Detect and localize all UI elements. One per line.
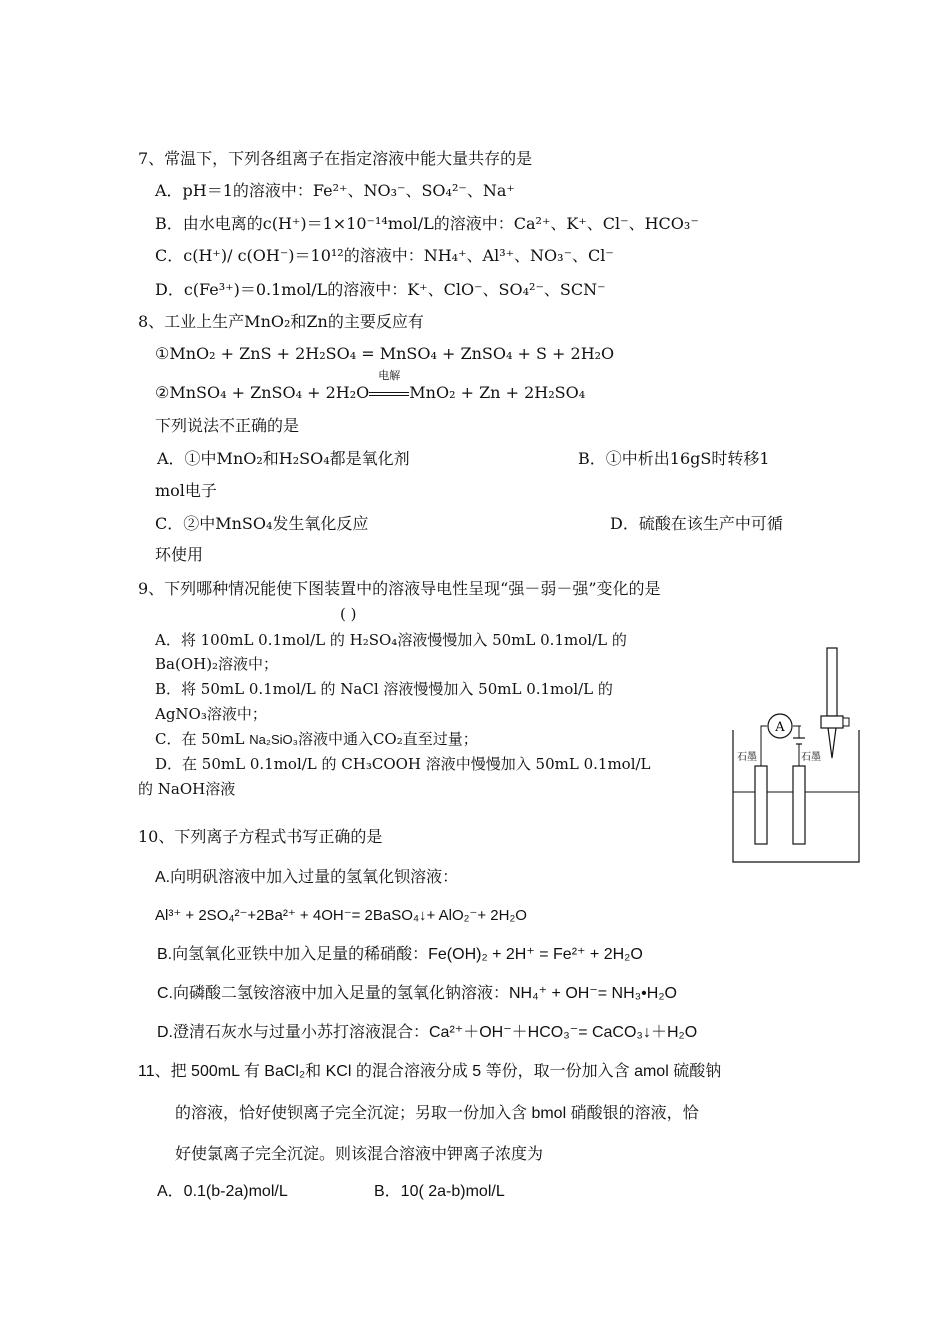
q7-option-c: C．c(H⁺)/ c(OH⁻)＝10¹²的溶液中：NH₄⁺、Al³⁺、NO₃⁻、Cl⁻	[155, 246, 614, 265]
q7-option-b: B．由水电离的c(H⁺)＝1×10⁻¹⁴mol/L的溶液中：Ca²⁺、K⁺、Cl⁻、HCO₃⁻	[155, 214, 699, 233]
q9-option-c	[155, 729, 478, 750]
q8-option-b-cont: mol电子	[155, 481, 217, 500]
q8-option-d: D．硫酸在该生产中可循	[610, 514, 783, 533]
q8-reaction-2-right: MnO₂ + Zn + 2H₂SO₄	[409, 383, 586, 402]
q10-stem: 10、下列离子方程式书写正确的是	[138, 827, 383, 846]
q10-option-d: D.澄清石灰水与过量小苏打溶液混合：Ca²⁺＋OH⁻＋HCO₃⁻= CaCO₃↓＋H₂O	[157, 1024, 698, 1041]
q8-prompt: 下列说法不正确的是	[155, 416, 300, 435]
ammeter-label: A	[775, 720, 785, 735]
q9-option-d: D．在 50mL 0.1mol/L 的 CH₃COOH 溶液中慢慢加入 50mL 0.1mol/L	[155, 755, 651, 773]
electrolysis-label: 电解	[378, 369, 401, 382]
q8-option-b: B．①中析出16gS时转移1	[578, 449, 770, 468]
q11-option-a: A．0.1(b-2a)mol/L	[157, 1183, 288, 1200]
q8-option-d-cont: 环使用	[155, 545, 204, 564]
q10-option-a: A.向明矾溶液中加入过量的氢氧化钡溶液：	[155, 869, 459, 886]
q9-option-c-salt: Na₂SiO₃	[249, 732, 298, 747]
q8-option-c: C．②中MnSO₄发生氧化反应	[155, 514, 369, 533]
q11-option-b: B．10( 2a-b)mol/L	[374, 1183, 505, 1200]
q10-option-b: B.向氢氧化亚铁中加入足量的稀硝酸：Fe(OH)₂ + 2H⁺ = Fe²⁺ + 2H₂O	[157, 946, 643, 963]
q11-stem-line-2: 的溶液，恰好使钡离子完全沉淀；另取一份加入含 bmol 硝酸银的溶液，恰	[175, 1105, 699, 1122]
q8-option-a: A．①中MnO₂和H₂SO₄都是氧化剂	[157, 449, 410, 468]
left-electrode-label: 石墨	[737, 752, 757, 763]
q9-option-b-cont: AgNO₃溶液中；	[155, 705, 267, 723]
q8-reaction-2	[155, 369, 586, 403]
right-electrode-label: 石墨	[801, 752, 821, 763]
q9-option-c-post: 溶液中通入CO₂直至过量；	[297, 730, 478, 748]
electrolysis-arrow	[369, 369, 409, 403]
right-electrode	[793, 766, 805, 844]
q11-stem-line-3: 好使氯离子完全沉淀。则该混合溶液中钾离子浓度为	[175, 1146, 544, 1163]
q7-option-a: A．pH＝1的溶液中：Fe²⁺、NO₃⁻、SO₄²⁻、Na⁺	[155, 181, 515, 200]
conductivity-apparatus-figure	[725, 640, 870, 868]
q8-reaction-1: ①MnO₂ + ZnS + 2H₂SO₄ = MnSO₄ + ZnSO₄ + S + 2H₂O	[155, 344, 615, 363]
q9-option-a-cont: Ba(OH)₂溶液中；	[155, 655, 279, 673]
q7-stem: 7、常温下，下列各组离子在指定溶液中能大量共存的是	[138, 149, 533, 168]
burette-tip	[828, 728, 836, 758]
q9-option-c-pre: C．在 50mL	[155, 730, 250, 748]
q9-option-b: B．将 50mL 0.1mol/L 的 NaCl 溶液慢慢加入 50mL 0.1mol/L 的	[155, 680, 613, 698]
q7-option-d: D．c(Fe³⁺)＝0.1mol/L的溶液中：K⁺、ClO⁻、SO₄²⁻、SCN⁻	[155, 280, 606, 299]
q8-reaction-2-left: ②MnSO₄ + ZnSO₄ + 2H₂O	[155, 383, 370, 402]
q10-option-c: C.向磷酸二氢铵溶液中加入足量的氢氧化钠溶液：NH₄⁺ + OH⁻= NH₃•H₂O	[157, 985, 677, 1002]
burette-stopcock	[821, 716, 843, 728]
left-electrode	[755, 766, 767, 844]
q11-stem-line-1: 11、把 500mL 有 BaCl₂和 KCl 的混合溶液分成 5 等份，取一份加入含 amol 硫酸钠	[138, 1063, 722, 1080]
burette	[827, 648, 837, 716]
q9-stem: 9、下列哪种情况能使下图装置中的溶液导电性呈现“强－弱－强”变化的是	[138, 579, 661, 598]
q10-option-a-equation: Al³⁺ + 2SO₄²⁻+2Ba²⁺ + 4OH⁻= 2BaSO₄↓+ AlO₂⁻+ 2H₂O	[155, 907, 527, 924]
q8-stem: 8、工业上生产MnO₂和Zn的主要反应有	[138, 312, 424, 331]
q9-option-a: A．将 100mL 0.1mol/L 的 H₂SO₄溶液慢慢加入 50mL 0.1mol/L 的	[155, 631, 627, 649]
q9-answer-paren: ( )	[340, 605, 357, 623]
q9-option-d-cont: 的 NaOH溶液	[138, 780, 236, 798]
